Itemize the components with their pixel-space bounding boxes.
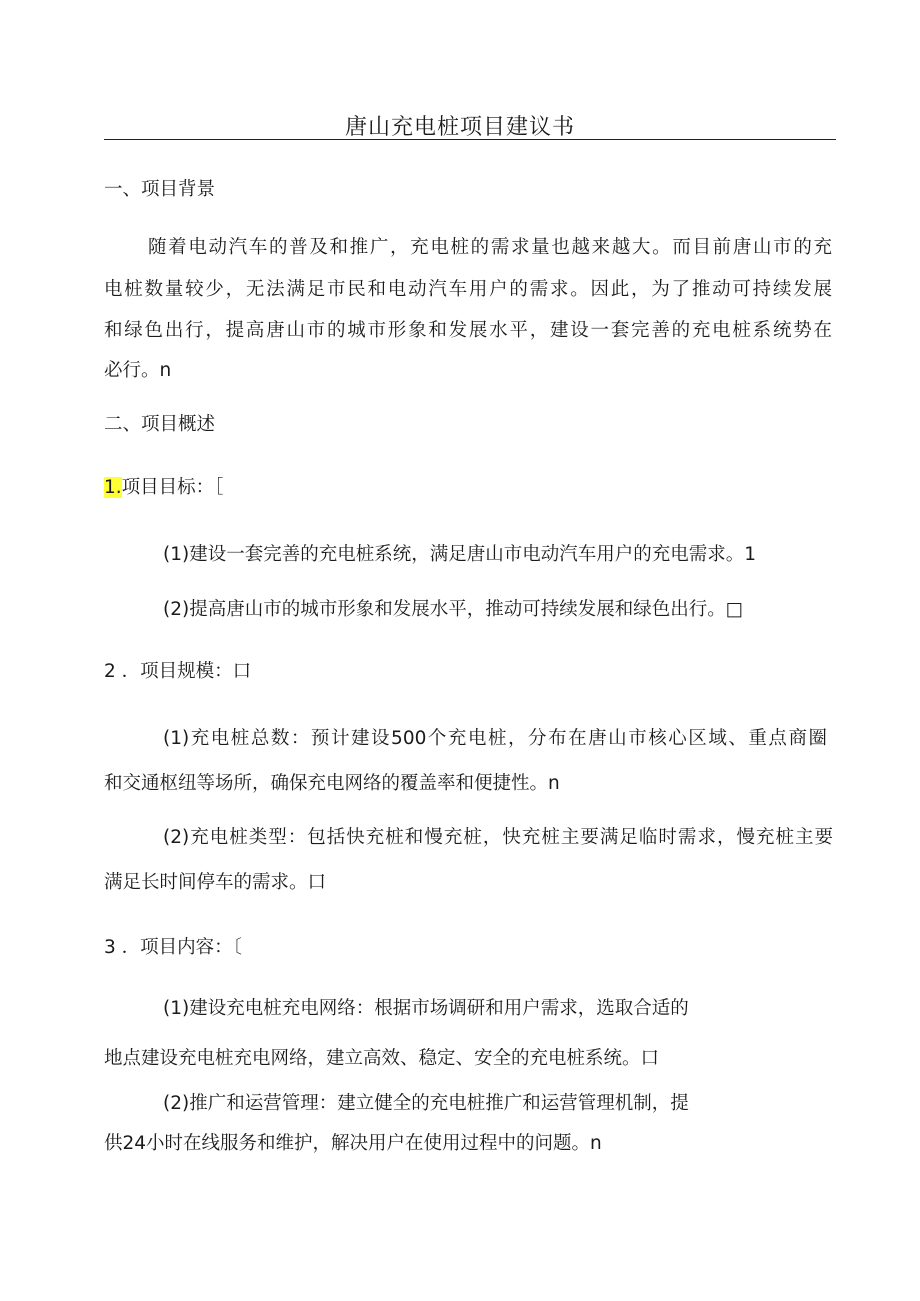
section2-heading: 二、项目概述	[104, 414, 216, 435]
scale-item-line: (2)充电桩类型：包括快充桩和慢充桩，快充桩主要满足临时需求，慢充桩主要	[163, 827, 833, 848]
title-underline	[104, 139, 836, 140]
goal-item: (1)建设一套完善的充电桩系统，满足唐山市电动汽车用户的充电需求。1	[163, 544, 756, 565]
content-heading: 3 ．项目内容：〔	[104, 937, 242, 958]
content-item-line: (1)建设充电桩充电网络：根据市场调研和用户需求，选取合适的	[163, 998, 689, 1019]
paragraph-line: 电桩数量较少，无法满足市民和电动汽车用户的需求。因此，为了推动可持续发展	[104, 279, 832, 300]
paragraph-line: 必行。n	[104, 360, 172, 381]
goal-heading	[104, 479, 223, 498]
goal-item: (2)提高唐山市的城市形象和发展水平，推动可持续发展和绿色出行。□	[163, 599, 744, 620]
goal-heading-text: 项目目标：［	[121, 477, 224, 498]
content-item-line: 地点建设充电桩充电网络，建立高效、稳定、安全的充电桩系统。口	[104, 1048, 660, 1069]
scale-item-line: (1)充电桩总数：预计建设500个充电桩，分布在唐山市核心区域、重点商圈	[163, 728, 827, 749]
scale-item-line: 和交通枢纽等场所，确保充电网络的覆盖率和便捷性。n	[104, 773, 560, 794]
paragraph-line: 随着电动汽车的普及和推广，充电桩的需求量也越来越大。而目前唐山市的充	[148, 237, 832, 258]
content-item-line: 供24小时在线服务和维护，解决用户在使用过程中的问题。n	[104, 1133, 602, 1154]
scale-heading: 2 ．项目规模：口	[104, 661, 252, 682]
scale-item-line: 满足长时间停车的需求。口	[104, 872, 327, 893]
paragraph-line: 和绿色出行，提高唐山市的城市形象和发展水平，建设一套完善的充电桩系统势在	[104, 320, 832, 341]
page-title: 唐山充电桩项目建议书	[344, 115, 575, 140]
content-item-line: (2)推广和运营管理：建立健全的充电桩推广和运营管理机制，提	[163, 1093, 689, 1114]
highlighted-number: 1.	[104, 477, 122, 498]
section1-heading: 一、项目背景	[104, 179, 216, 200]
